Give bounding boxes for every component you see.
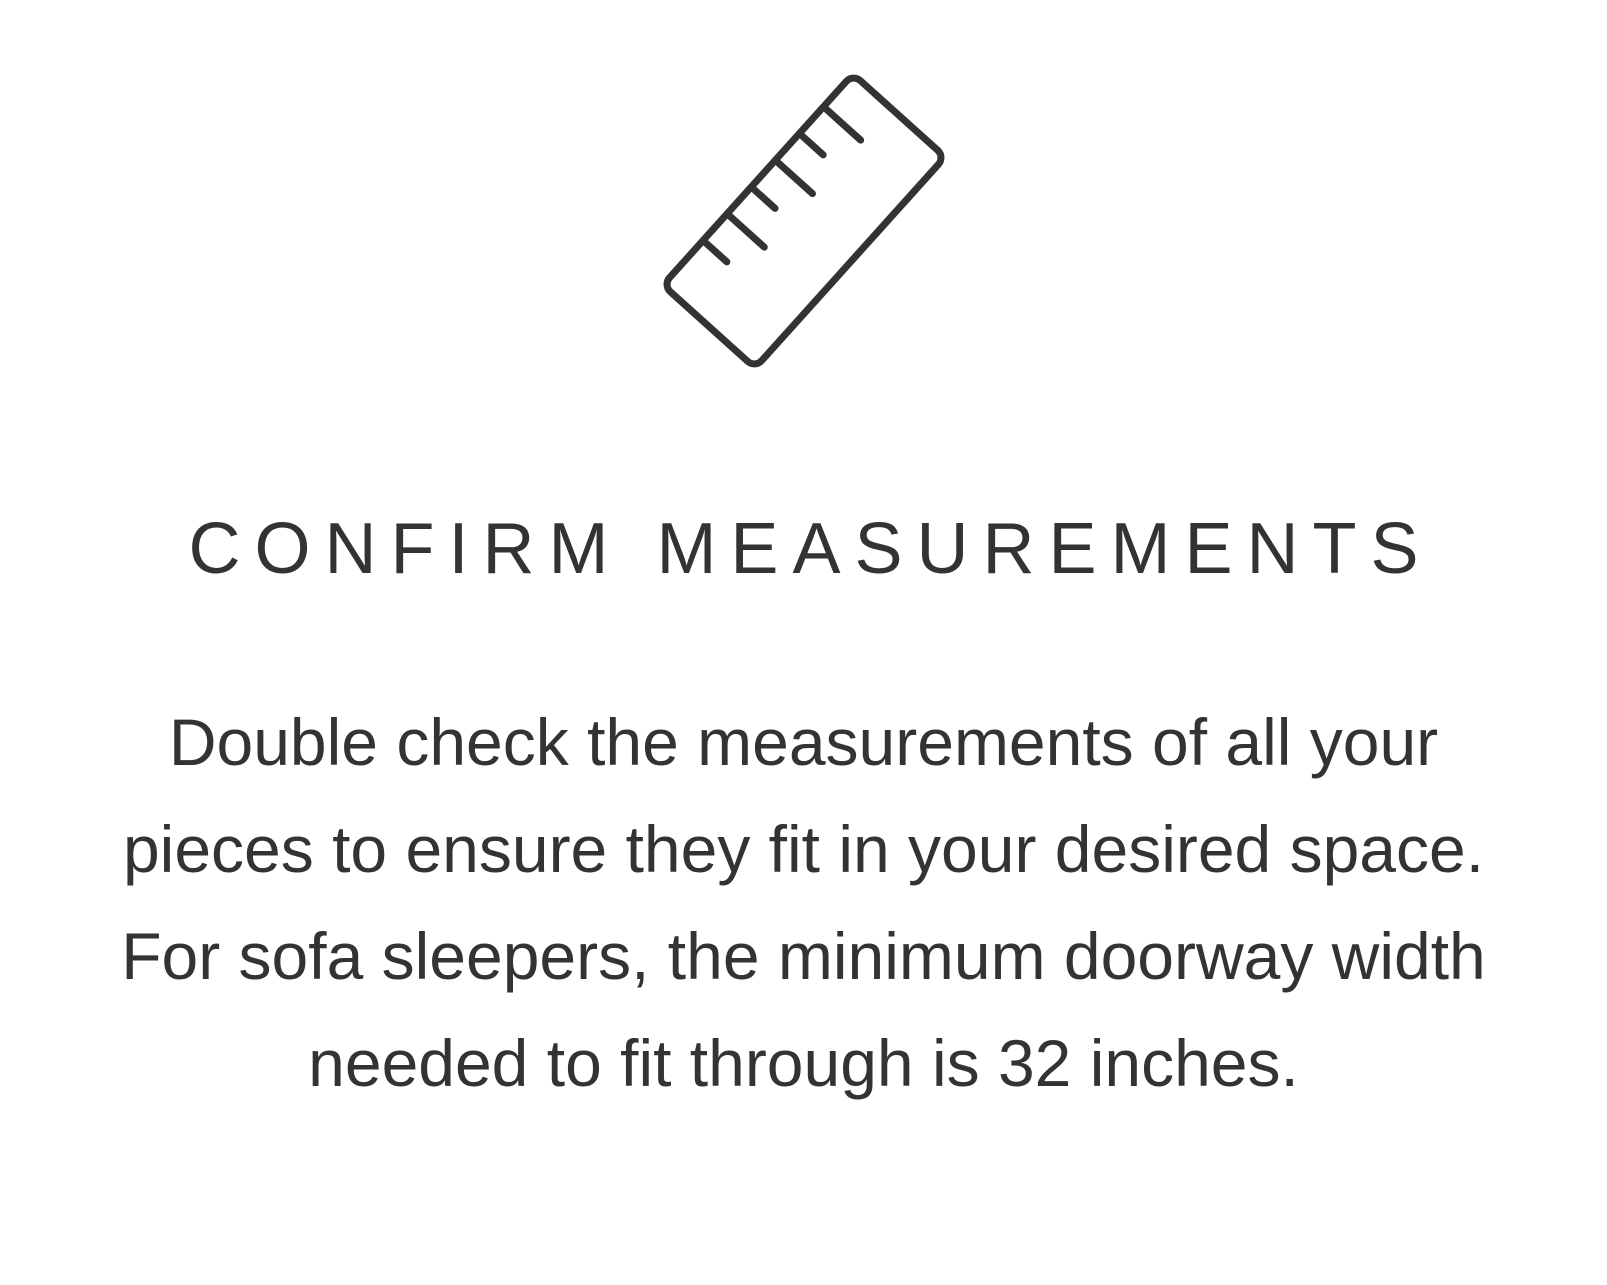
ruler-icon xyxy=(624,48,984,393)
page-title: CONFIRM MEASUREMENTS xyxy=(188,509,1433,589)
description-text: Double check the measurements of all your pieces to ensure they fit in your desired space. For sofa sleepers, the minimum doorway width needed to fit through is 32 inches. xyxy=(121,705,1486,1100)
